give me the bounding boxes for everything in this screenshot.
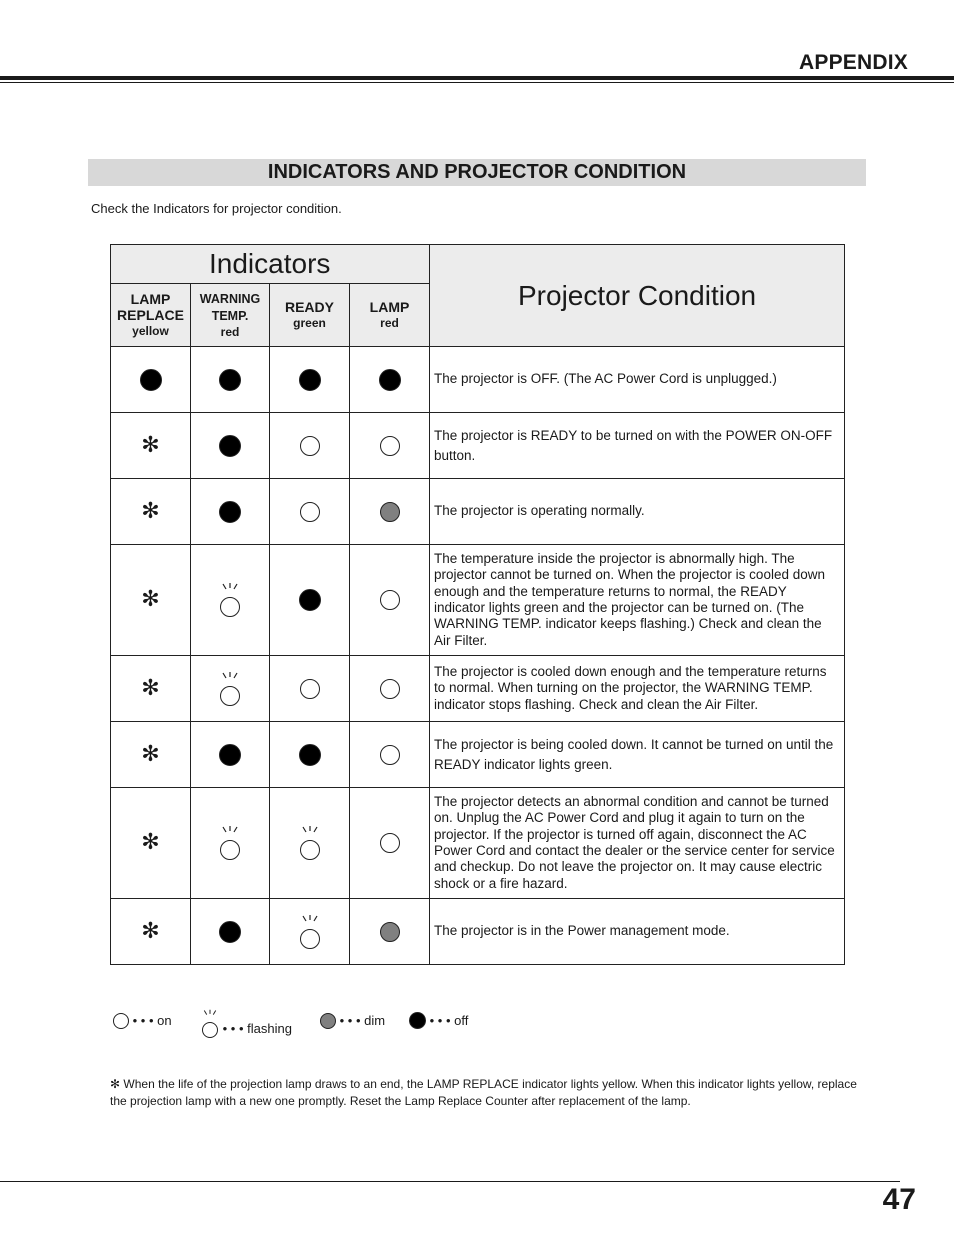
table-row	[111, 656, 845, 722]
projector-condition-header: Projector Condition	[430, 245, 845, 347]
flashing-rays-icon	[219, 670, 241, 682]
indicator-cell	[111, 656, 191, 722]
indicator-on-icon	[380, 436, 400, 456]
indicator-on-icon	[300, 436, 320, 456]
indicator-cell	[270, 479, 350, 545]
footnote-text: When the life of the projection lamp draws to an end, the LAMP REPLACE indicator lights yellow. When this indicator lights yellow, replace the projection lamp with a new one promptly. Reset the Lamp Replace Counter after replacement of the lamp.	[110, 1077, 857, 1108]
indicator-cell	[111, 899, 191, 965]
indicator-off-icon	[219, 435, 241, 457]
indicator-off-icon	[299, 744, 321, 766]
indicator-cell	[270, 545, 350, 656]
section-title: INDICATORS AND PROJECTOR CONDITION	[88, 159, 866, 186]
indicator-circle-icon	[220, 840, 240, 860]
indicator-dim-icon	[380, 502, 400, 522]
indicator-cell	[270, 347, 350, 413]
condition-text: The projector is cooled down enough and the temperature returns to normal. When turning on the projector, the WARNING TEMP. indicator stops flashing. Check and clean the Air Filter.	[430, 656, 845, 722]
legend-item-off: • • • off	[409, 1012, 468, 1029]
indicator-cell	[111, 347, 191, 413]
legend-item-on: • • • on	[113, 1012, 172, 1029]
indicator-cell	[270, 656, 350, 722]
indicator-on-icon	[380, 590, 400, 610]
lamp-replace-asterisk-icon: ✻	[141, 741, 160, 767]
indicator-cell	[111, 545, 191, 656]
bottom-rule	[0, 1181, 900, 1182]
indicator-off-icon	[140, 369, 162, 391]
condition-text: The projector is being cooled down. It cannot be turned on until the READY indicator lights green.	[430, 722, 845, 788]
indicator-cell	[111, 413, 191, 479]
indicator-cell	[350, 545, 430, 656]
indicator-on-icon	[300, 502, 320, 522]
indicator-off-icon	[299, 369, 321, 391]
indicators-header: Indicators	[111, 245, 430, 284]
legend-item-dim: • • • dim	[320, 1012, 385, 1029]
indicator-dim-icon	[320, 1013, 336, 1029]
indicator-cell	[270, 899, 350, 965]
flashing-indicator-icon	[219, 672, 241, 706]
indicator-off-icon	[409, 1012, 426, 1029]
footnote-symbol: ✻	[110, 1077, 121, 1091]
indicator-off-icon	[219, 501, 241, 523]
lamp-replace-asterisk-icon: ✻	[141, 432, 160, 458]
indicator-cell	[191, 347, 270, 413]
flashing-rays-icon	[299, 824, 321, 836]
condition-text: The projector detects an abnormal condition and cannot be turned on. Unplug the AC Power Cord and plug it again to turn on the projector. If the projector is turned off again, disconnect the AC Power Cord and contact the dealer or the service center for service and checkup. Do not leave the projector on. It may cause electric shock or a fire hazard.	[430, 788, 845, 899]
indicator-on-icon	[300, 679, 320, 699]
flashing-rays-icon	[201, 1008, 219, 1018]
condition-text: The projector is operating normally.	[430, 479, 845, 545]
flashing-rays-icon	[219, 581, 241, 593]
lamp-replace-asterisk-icon: ✻	[141, 918, 160, 944]
top-rule	[0, 76, 954, 80]
col-warning-temp: WARNING TEMP. red	[191, 284, 270, 347]
indicator-cell	[111, 479, 191, 545]
flashing-indicator-icon	[219, 826, 241, 860]
flashing-indicator-icon	[201, 1012, 219, 1038]
indicator-cell	[191, 413, 270, 479]
table-row	[111, 788, 845, 899]
col-ready: READY green	[270, 284, 350, 347]
indicator-on-icon	[113, 1013, 129, 1029]
indicator-circle-icon	[300, 840, 320, 860]
flashing-indicator-icon	[299, 915, 321, 949]
col-lamp: LAMP red	[350, 284, 430, 347]
table-row	[111, 479, 845, 545]
indicator-off-icon	[219, 369, 241, 391]
indicator-cell	[191, 545, 270, 656]
indicator-cell	[270, 413, 350, 479]
indicator-off-icon	[219, 744, 241, 766]
indicator-cell	[350, 347, 430, 413]
condition-text: The temperature inside the projector is abnormally high. The projector cannot be turned on. When the projector is cooled down enough and the temperature returns to normal, the READY indicator lights green and the projector can be turned on. (The WARNING TEMP. indicator keeps flashing.) Check and clean the Air Filter.	[430, 545, 845, 656]
flashing-indicator-icon	[299, 826, 321, 860]
indicator-dim-icon	[380, 922, 400, 942]
lamp-replace-asterisk-icon: ✻	[141, 675, 160, 701]
legend-item-flashing: • • • flashing	[201, 1012, 292, 1038]
indicator-cell	[350, 722, 430, 788]
indicator-cell	[191, 656, 270, 722]
indicator-on-icon	[380, 679, 400, 699]
indicator-cell	[111, 788, 191, 899]
indicator-on-icon	[380, 833, 400, 853]
indicator-cell	[191, 899, 270, 965]
page-number: 47	[882, 1183, 916, 1216]
footnote	[110, 1076, 870, 1109]
condition-text: The projector is READY to be turned on with the POWER ON-OFF button.	[430, 413, 845, 479]
indicator-cell	[191, 722, 270, 788]
table-row	[111, 722, 845, 788]
indicator-circle-icon	[220, 686, 240, 706]
intro-text: Check the Indicators for projector condition.	[91, 201, 342, 216]
top-rule-thin	[0, 82, 954, 83]
lamp-replace-asterisk-icon: ✻	[141, 587, 160, 612]
lamp-replace-asterisk-icon: ✻	[141, 830, 160, 855]
indicator-circle-icon	[202, 1022, 218, 1038]
col-lamp-replace: LAMP REPLACE yellow	[111, 284, 191, 347]
indicator-table	[110, 244, 845, 965]
indicator-off-icon	[219, 921, 241, 943]
flashing-indicator-icon	[219, 583, 241, 617]
indicator-cell	[270, 788, 350, 899]
table-row	[111, 545, 845, 656]
indicator-cell	[191, 479, 270, 545]
indicator-on-icon	[380, 745, 400, 765]
indicator-cell	[350, 656, 430, 722]
lamp-replace-asterisk-icon: ✻	[141, 498, 160, 524]
indicator-cell	[270, 722, 350, 788]
indicator-cell	[350, 413, 430, 479]
appendix-heading: APPENDIX	[799, 51, 908, 74]
indicator-off-icon	[379, 369, 401, 391]
indicator-circle-icon	[300, 929, 320, 949]
table-row	[111, 899, 845, 965]
condition-text: The projector is OFF. (The AC Power Cord is unplugged.)	[430, 347, 845, 413]
condition-text: The projector is in the Power management mode.	[430, 899, 845, 965]
flashing-rays-icon	[299, 913, 321, 925]
table-row	[111, 347, 845, 413]
indicator-cell	[350, 899, 430, 965]
table-body	[111, 347, 845, 965]
indicator-cell	[350, 788, 430, 899]
indicator-circle-icon	[220, 597, 240, 617]
indicator-off-icon	[299, 589, 321, 611]
flashing-rays-icon	[219, 824, 241, 836]
indicator-cell	[111, 722, 191, 788]
table-row	[111, 413, 845, 479]
indicator-cell	[350, 479, 430, 545]
indicator-cell	[191, 788, 270, 899]
